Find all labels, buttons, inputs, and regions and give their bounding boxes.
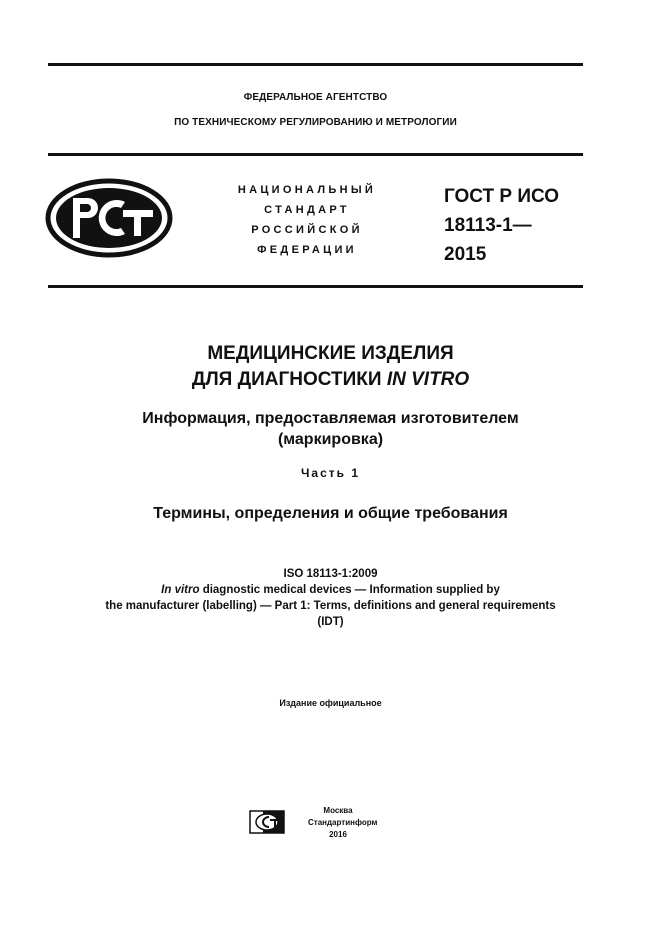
standard-designation [444, 182, 559, 269]
standartinform-logo-icon [249, 810, 285, 834]
title-line-2 [40, 367, 621, 393]
rst-certification-logo-icon [45, 178, 173, 258]
iso-reference [40, 566, 621, 630]
title-line-1: МЕДИЦИНСКИЕ ИЗДЕЛИЯ [207, 343, 454, 364]
document-subtitle [40, 408, 621, 450]
designation-line: 18113-1— [444, 215, 532, 236]
iso-line-2-text: diagnostic medical devices — Information supplied by [199, 584, 500, 596]
national-standard-line: РОССИЙСКОЙ [251, 224, 363, 236]
header-rule [48, 153, 583, 156]
national-standard-line: СТАНДАРТ [264, 204, 350, 216]
publisher-year: 2016 [329, 830, 347, 839]
publisher-city: Москва [323, 806, 353, 815]
national-standard-line: НАЦИОНАЛЬНЫЙ [237, 184, 377, 196]
agency-line-1: ФЕДЕРАЛЬНОЕ АГЕНТСТВО [243, 92, 388, 103]
agency-line-2: ПО ТЕХНИЧЕСКОМУ РЕГУЛИРОВАНИЮ И МЕТРОЛОГИИ [174, 117, 457, 128]
designation-line: 2015 [444, 244, 487, 265]
national-standard-label [222, 180, 392, 260]
document-title [40, 341, 621, 393]
national-standard-line: ФЕДЕРАЦИИ [257, 244, 357, 256]
designation-line: ГОСТ Р ИСО [444, 186, 560, 207]
publisher-block [308, 805, 378, 841]
iso-line-2 [40, 582, 621, 598]
part-number: Часть 1 [300, 466, 361, 480]
part-title: Термины, определения и общие требования [153, 505, 508, 522]
subtitle-line-1: Информация, предоставляемая изготовителем [142, 410, 519, 427]
subtitle-line-2: (маркировка) [277, 431, 384, 448]
designation-rule [48, 285, 583, 288]
iso-number: ISO 18113-1:2009 [283, 568, 378, 580]
title-in-vitro: IN VITRO [386, 369, 470, 390]
top-rule [48, 63, 583, 66]
edition-label: Издание официальное [279, 698, 382, 708]
iso-line-3: the manufacturer (labelling) — Part 1: Terms, definitions and general requirements [105, 600, 556, 612]
publisher-name: Стандартинформ [308, 818, 378, 827]
iso-in-vitro: In vitro [161, 584, 200, 596]
title-line-2-text: ДЛЯ ДИАГНОСТИКИ [191, 369, 387, 390]
iso-line-4: (IDT) [317, 616, 344, 628]
